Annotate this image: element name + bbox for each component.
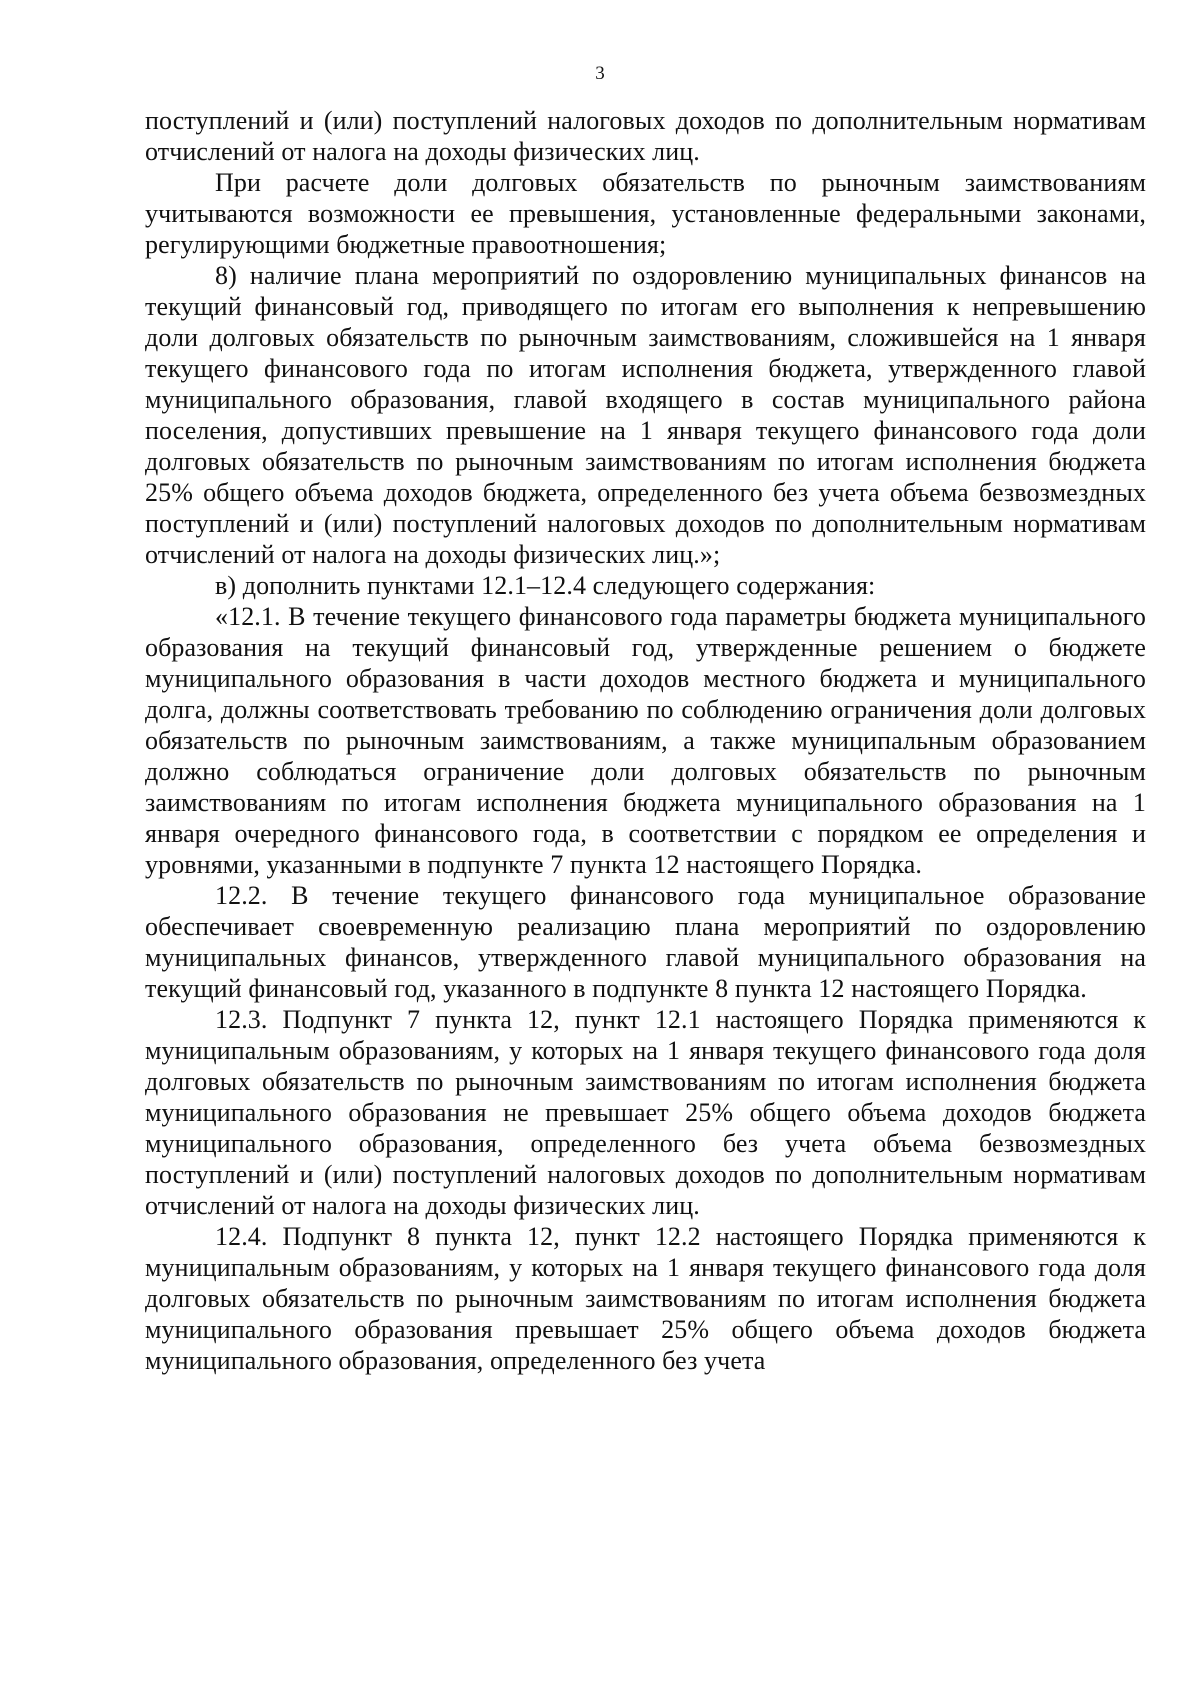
paragraph-continuation: поступлений и (или) поступлений налоговых доходов по дополнительным нормативам отчислений от налога на доходы физических лиц. bbox=[145, 106, 1146, 166]
paragraph-item-v: в) дополнить пунктами 12.1–12.4 следующего содержания: bbox=[215, 571, 876, 600]
document-body bbox=[145, 105, 1146, 1376]
page-number: 3 bbox=[595, 63, 605, 84]
paragraph-12-1: «12.1. В течение текущего финансового года параметры бюджета муниципального образования на текущий финансовый год, утвержденные решением о бюджете муниципального образования в части доходов местного бюджета и муниципального долга, должны соответствовать требованию по соблюдению ограничения доли долговых обязательств по рыночным заимствованиям, а также муниципальным образованием должно соблюдаться ограничение доли долговых обязательств по рыночным заимствованиям по итогам исполнения бюджета муниципального образования на 1 января очередного финансового года, в соответствии с порядком ее определения и уровнями, указанными в подпункте 7 пункта 12 настоящего Порядка. bbox=[145, 602, 1146, 879]
paragraph-12-2: 12.2. В течение текущего финансового года муниципальное образование обеспечивает своевременную реализацию плана мероприятий по оздоровлению муниципальных финансов, утвержденного главой муниципального образования на текущий финансовый год, указанного в подпункте 8 пункта 12 настоящего Порядка. bbox=[145, 881, 1146, 1003]
paragraph-debt-share-note: При расчете доли долговых обязательств по рыночным заимствованиям учитываются возможности ее превышения, установленные федеральными законами, регулирующими бюджетные правоотношения; bbox=[145, 168, 1146, 259]
paragraph-12-3: 12.3. Подпункт 7 пункта 12, пункт 12.1 настоящего Порядка применяются к муниципальным образованиям, у которых на 1 января текущего финансового года доля долговых обязательств по рыночным заимствованиям по итогам исполнения бюджета муниципального образования не превышает 25% общего объема доходов бюджета муниципального образования, определенного без учета объема безвозмездных поступлений и (или) поступлений налоговых доходов по дополнительным нормативам отчислений от налога на доходы физических лиц. bbox=[145, 1005, 1146, 1220]
paragraph-item-8: 8) наличие плана мероприятий по оздоровлению муниципальных финансов на текущий финансовый год, приводящего по итогам его выполнения к непревышению доли долговых обязательств по рыночным заимствованиям, сложившейся на 1 января текущего финансового года по итогам исполнения бюджета, утвержденного главой муниципального образования, главой входящего в состав муниципального района поселения, допустивших превышение на 1 января текущего финансового года доли долговых обязательств по рыночным заимствованиям по итогам исполнения бюджета 25% общего объема доходов бюджета, определенного без учета объема безвозмездных поступлений и (или) поступлений налоговых доходов по дополнительным нормативам отчислений от налога на доходы физических лиц.»; bbox=[145, 261, 1146, 569]
paragraph-12-4: 12.4. Подпункт 8 пункта 12, пункт 12.2 настоящего Порядка применяются к муниципальным образованиям, у которых на 1 января текущего финансового года доля долговых обязательств по рыночным заимствованиям по итогам исполнения бюджета муниципального образования превышает 25% общего объема доходов бюджета муниципального образования, определенного без учета bbox=[145, 1222, 1146, 1375]
